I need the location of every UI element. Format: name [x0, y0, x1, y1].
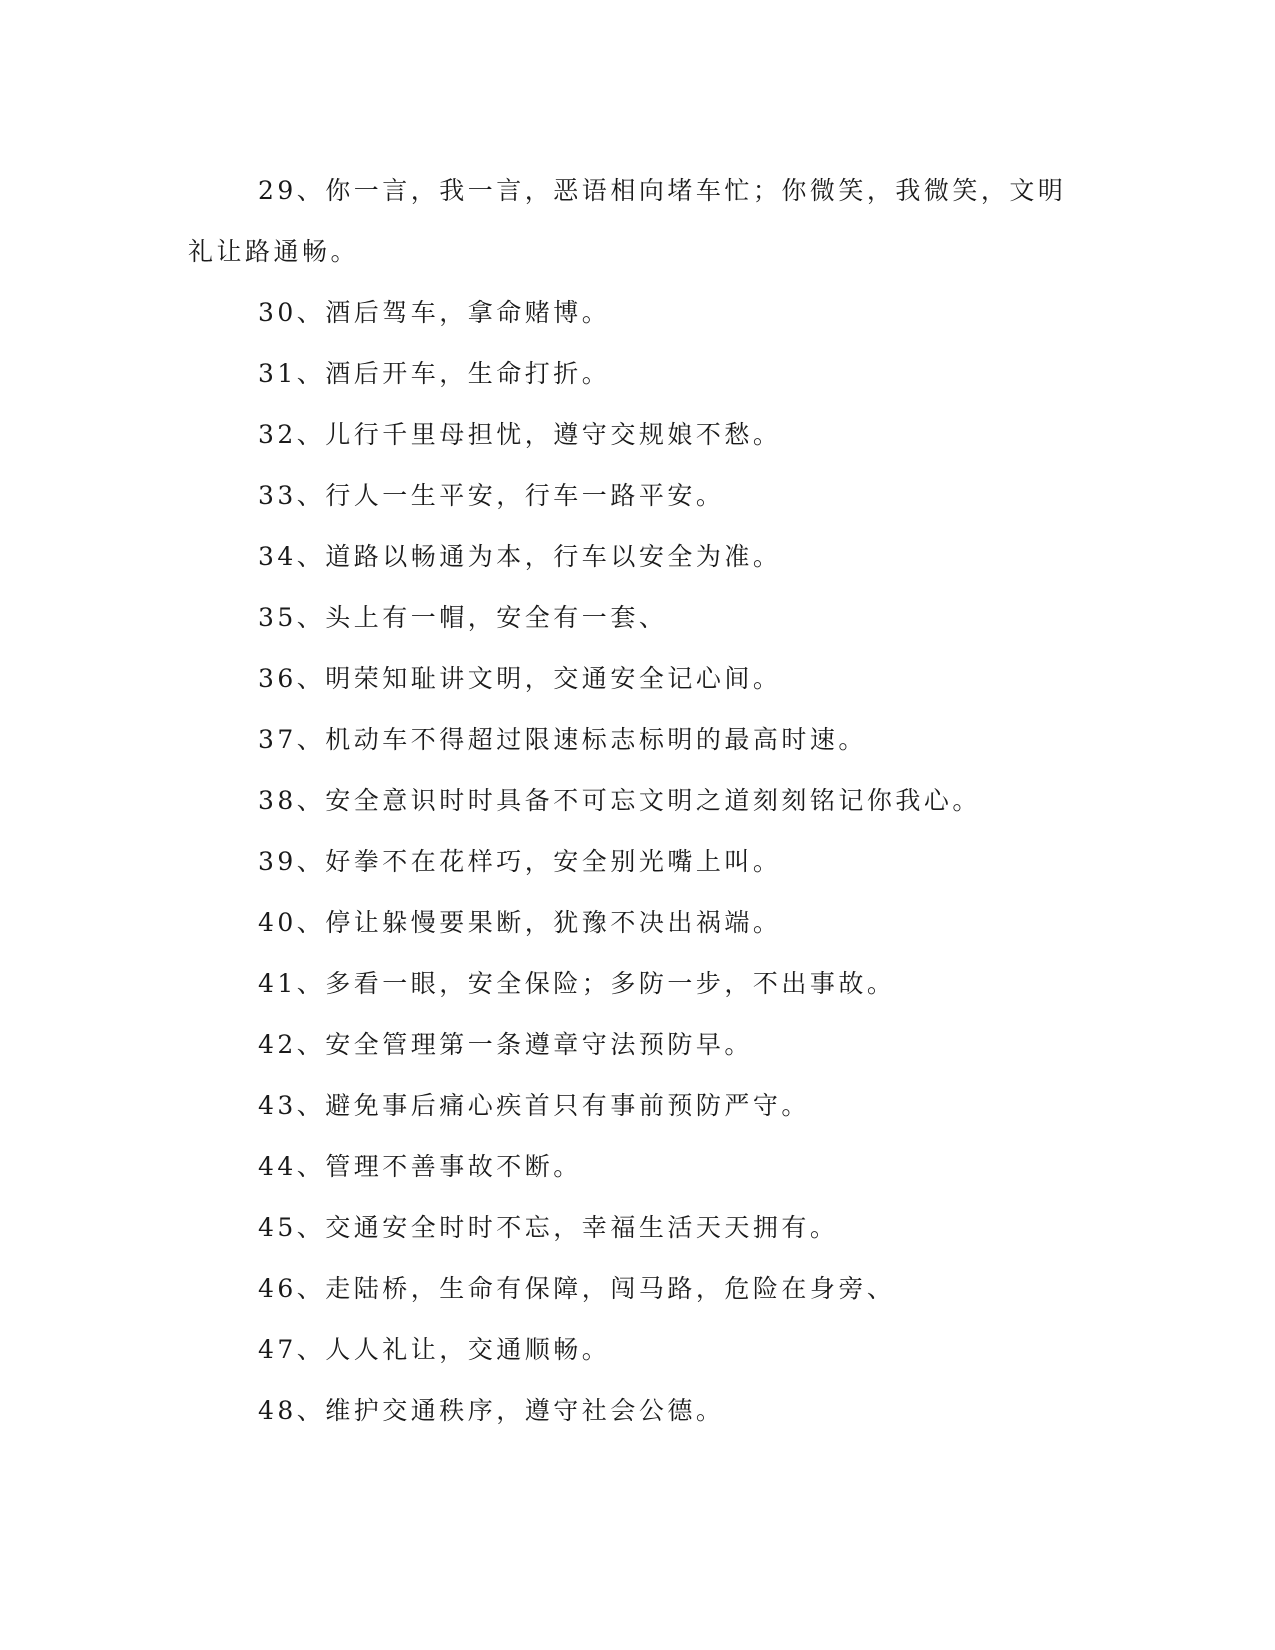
slogan-line: 30、酒后驾车，拿命赌博。 [258, 298, 611, 327]
slogan-line: 31、酒后开车，生命打折。 [258, 359, 611, 388]
slogan-line: 34、道路以畅通为本，行车以安全为准。 [258, 542, 782, 571]
slogan-line: 38、安全意识时时具备不可忘文明之道刻刻铭记你我心。 [258, 786, 981, 815]
slogan-line: 39、好拳不在花样巧，安全别光嘴上叫。 [258, 847, 782, 876]
slogan-line: 36、明荣知耻讲文明，交通安全记心间。 [258, 664, 782, 693]
slogan-line: 43、避免事后痛心疾首只有事前预防严守。 [258, 1091, 810, 1120]
slogan-line: 44、管理不善事故不断。 [258, 1152, 582, 1181]
slogan-line: 46、走陆桥，生命有保障，闯马路，危险在身旁、 [258, 1274, 896, 1303]
slogan-line: 41、多看一眼，安全保险；多防一步，不出事故。 [258, 969, 896, 998]
slogan-line: 37、机动车不得超过限速标志标明的最高时速。 [258, 725, 867, 754]
slogan-line: 42、安全管理第一条遵章守法预防早。 [258, 1030, 753, 1059]
slogan-line: 45、交通安全时时不忘，幸福生活天天拥有。 [258, 1213, 839, 1242]
slogan-line: 35、头上有一帽，安全有一套、 [258, 603, 668, 632]
document-body [188, 160, 1068, 1441]
slogan-line: 48、维护交通秩序，遵守社会公德。 [258, 1396, 725, 1425]
slogan-line: 40、停让躲慢要果断，犹豫不决出祸端。 [258, 908, 782, 937]
slogan-line: 32、儿行千里母担忧，遵守交规娘不愁。 [258, 420, 782, 449]
slogan-line: 29、你一言，我一言，恶语相向堵车忙；你微笑，我微笑，文明礼让路通畅。 [188, 176, 1067, 266]
slogan-line: 33、行人一生平安，行车一路平安。 [258, 481, 725, 510]
slogan-line: 47、人人礼让，交通顺畅。 [258, 1335, 611, 1364]
